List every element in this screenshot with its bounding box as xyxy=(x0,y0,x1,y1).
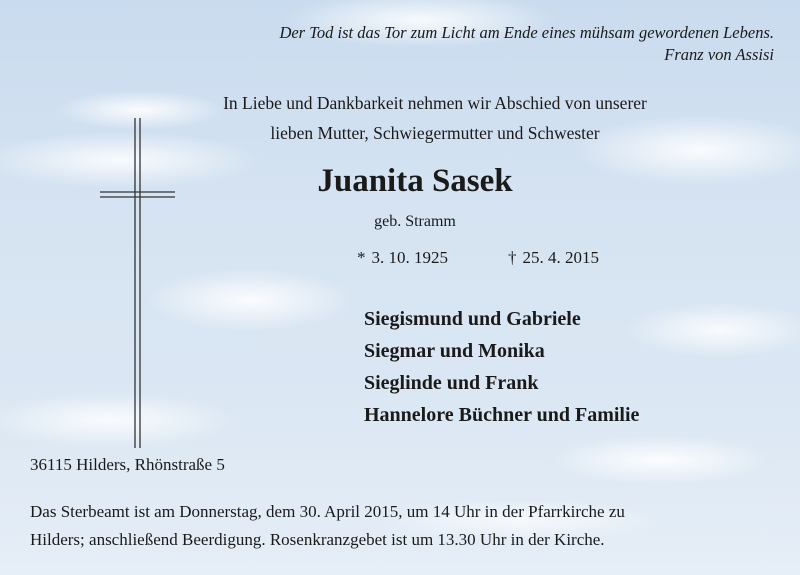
birth-date-group xyxy=(357,248,448,268)
death-date-group xyxy=(508,248,599,268)
maiden-name: geb. Stramm xyxy=(374,213,456,230)
quote-author: Franz von Assisi xyxy=(664,45,774,64)
death-symbol: † xyxy=(508,248,517,267)
quote-block xyxy=(279,22,774,66)
mourner-line: Sieglinde und Frank xyxy=(364,372,539,394)
intro-line-2: lieben Mutter, Schwiegermutter und Schwester xyxy=(270,123,600,143)
deceased-name: Juanita Sasek xyxy=(317,163,513,199)
mourner-line: Siegismund und Gabriele xyxy=(364,308,581,330)
service-line-2: Hilders; anschließend Beerdigung. Rosenkranzgebet ist um 13.30 Uhr in der Kirche. xyxy=(30,530,605,549)
quote-text: Der Tod ist das Tor zum Licht am Ende eines mühsam gewordenen Lebens. xyxy=(279,23,774,42)
birth-symbol: * xyxy=(357,248,366,267)
cross-icon xyxy=(100,118,180,458)
mourner-line: Hannelore Büchner und Familie xyxy=(364,404,640,426)
intro-text xyxy=(200,88,670,148)
mourners-list xyxy=(364,303,639,431)
death-date: 25. 4. 2015 xyxy=(522,248,599,267)
service-info xyxy=(30,498,775,554)
birth-date: 3. 10. 1925 xyxy=(371,248,448,267)
mourner-line: Siegmar und Monika xyxy=(364,340,545,362)
family-address: 36115 Hilders, Rhönstraße 5 xyxy=(30,455,225,474)
intro-line-1: In Liebe und Dankbarkeit nehmen wir Abschied von unserer xyxy=(223,93,647,113)
service-line-1: Das Sterbeamt ist am Donnerstag, dem 30. April 2015, um 14 Uhr in der Pfarrkirche zu xyxy=(30,502,625,521)
